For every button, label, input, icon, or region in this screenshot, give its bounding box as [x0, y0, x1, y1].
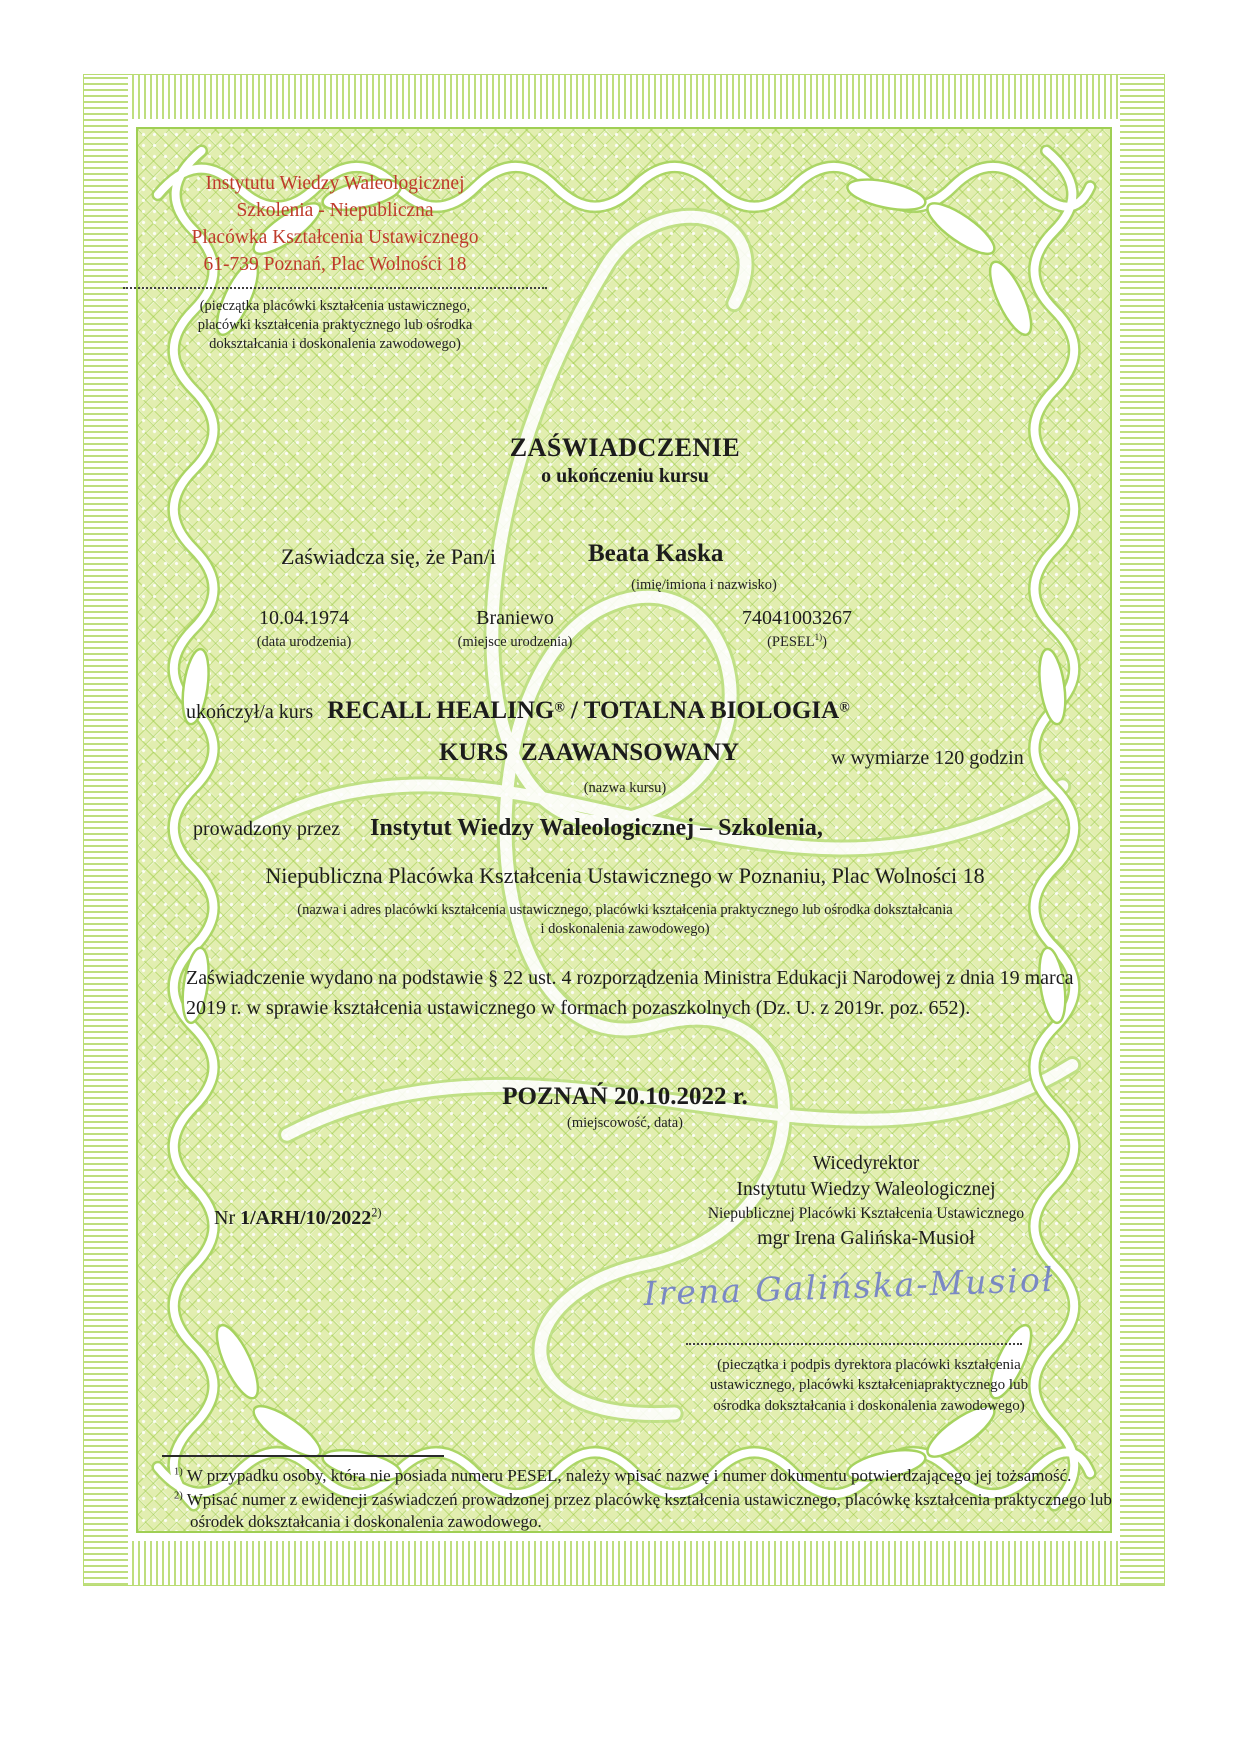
recipient-caption: (imię/imiona i nazwisko)	[631, 577, 777, 593]
footnote-2-mark: 2)	[174, 1490, 183, 1502]
recipient-row	[84, 540, 1166, 610]
stamp-caption-line: dokształcania i doskonalenia zawodowego)	[209, 335, 461, 352]
registered-mark-icon: ®	[554, 700, 565, 716]
pesel-caption	[662, 633, 932, 652]
recipient-lead-text: Zaświadcza się, że Pan/i	[281, 544, 497, 569]
provider-caption-line: i doskonalenia zawodowego)	[540, 921, 710, 938]
signature-caption-line: (pieczątka i podpis dyrektora placówki kształcenia	[717, 1357, 1021, 1373]
document-subtitle: o ukończeniu kursu	[541, 465, 709, 487]
pesel-value: 74041003267	[742, 607, 852, 629]
footnote-1	[174, 1465, 1126, 1487]
registered-mark-icon: ®	[839, 700, 850, 716]
birth-date-caption: (data urodzenia)	[256, 634, 352, 650]
provider-caption	[84, 901, 1166, 939]
birth-date-value: 10.04.1974	[259, 607, 349, 629]
provider-name: Instytut Wiedzy Waleologicznej – Szkolenia,	[370, 815, 823, 841]
course-line-1	[186, 697, 1126, 725]
footnote-separator-rule	[162, 1455, 444, 1457]
footnote-1-text: W przypadku osoby, która nie posiada numeru PESEL, należy wpisać nazwę i numer dokumentu potwierdzającego jej tożsamość.	[186, 1466, 1072, 1485]
certificate-sheet	[83, 74, 1165, 1586]
personal-details-row	[84, 607, 1166, 677]
pesel-footnote-mark: 1)	[814, 632, 823, 643]
stamp-line: 61-739 Poznań, Plac Wolności 18	[203, 253, 467, 275]
document-title-block	[84, 433, 1166, 488]
provider-line-1	[193, 815, 1133, 842]
pesel-caption-close: )	[822, 634, 827, 650]
footnote-2-text: Wpisać numer z ewidencji zaświadczeń prowadzonej przez placówkę kształcenia ustawicznego, placówkę kształcenia praktycznego lub ośrodek dokształcania i doskonalenia zawodowego.	[186, 1490, 1112, 1532]
course-name-line2: KURS ZAAWANSOWANY	[439, 739, 740, 766]
signatory-org-line2: Niepublicznej Placówki Kształcenia Ustawicznego	[707, 1204, 1025, 1222]
certificate-number-footnote-mark: 2)	[371, 1205, 382, 1220]
course-caption: (nazwa kursu)	[583, 780, 667, 796]
course-name-part1: RECALL HEALING	[327, 697, 555, 724]
stamp-dotted-line	[123, 281, 547, 289]
provider-caption-line: (nazwa i adres placówki kształcenia ustawicznego, placówki kształcenia praktycznego lub ośrodka dokształcania	[297, 902, 953, 918]
place-date-value: POZNAŃ 20.10.2022 r.	[502, 1083, 748, 1110]
stamp-line: Instytutu Wiedzy Waleologicznej	[205, 173, 465, 194]
signature-caption-line: ustawicznego, placówki kształceniapraktycznego lub	[709, 1377, 1029, 1394]
certificate-number	[214, 1207, 382, 1230]
provider-address: Niepubliczna Placówka Kształcenia Ustawicznego w Poznaniu, Plac Wolności 18	[265, 863, 985, 888]
stamp-line: Placówka Kształcenia Ustawicznego	[191, 226, 479, 248]
certificate-number-value: 1/ARH/10/2022	[240, 1207, 372, 1229]
signatory-block	[641, 1151, 1091, 1252]
birth-place-value: Braniewo	[476, 607, 554, 629]
provider-lead-text: prowadzony przez	[193, 818, 341, 840]
place-date-block	[84, 1083, 1166, 1133]
signatory-org-line1: Instytutu Wiedzy Waleologicznej	[736, 1179, 996, 1201]
stamp-line: Szkolenia - Niepubliczna	[236, 199, 434, 221]
course-hours: w wymiarze 120 godzin	[831, 747, 1024, 769]
place-date-caption: (miejscowość, data)	[567, 1115, 683, 1131]
document-title: ZAŚWIADCZENIE	[509, 433, 741, 462]
pesel-caption-open: (PESEL	[767, 634, 815, 650]
signatory-name: mgr Irena Galińska-Musioł	[757, 1226, 975, 1249]
footnote-1-mark: 1)	[174, 1466, 183, 1478]
signatory-role: Wicedyrektor	[812, 1153, 920, 1174]
stamp-caption-line: placówki kształcenia praktycznego lub ośrodka	[197, 316, 473, 333]
birth-place-column	[380, 607, 650, 652]
institution-stamp	[119, 171, 551, 354]
recipient-name: Beata Kaska	[588, 540, 724, 567]
signature-caption-line: ośrodka dokształcania i doskonalenia zawodowego)	[713, 1397, 1025, 1414]
handwritten-signature: Irena Galińska-Musioł	[642, 1259, 1056, 1314]
course-name-part2: / TOTALNA BIOLOGIA	[564, 697, 840, 724]
certificate-number-label: Nr	[214, 1207, 236, 1229]
pesel-column	[662, 607, 932, 652]
footnote-2	[174, 1489, 1126, 1534]
stamp-caption-line: (pieczątka placówki kształcenia ustawicznego,	[199, 297, 471, 314]
course-lead-text: ukończył/a kurs	[186, 701, 314, 723]
legal-basis-paragraph: Zaświadczenie wydano na podstawie § 22 ust. 4 rozporządzenia Ministra Edukacji Narodowej z dnia 19 marca 2019 r. w sprawie kształcenia ustawicznego w formach pozaszkolnych (Dz. U. z 2019r. poz. 652).	[186, 967, 1074, 1019]
birth-place-caption: (miejsce urodzenia)	[457, 634, 573, 650]
certificate-content	[84, 75, 1166, 1587]
signature-dotted-line	[686, 1343, 1022, 1345]
signature-caption	[644, 1355, 1094, 1416]
